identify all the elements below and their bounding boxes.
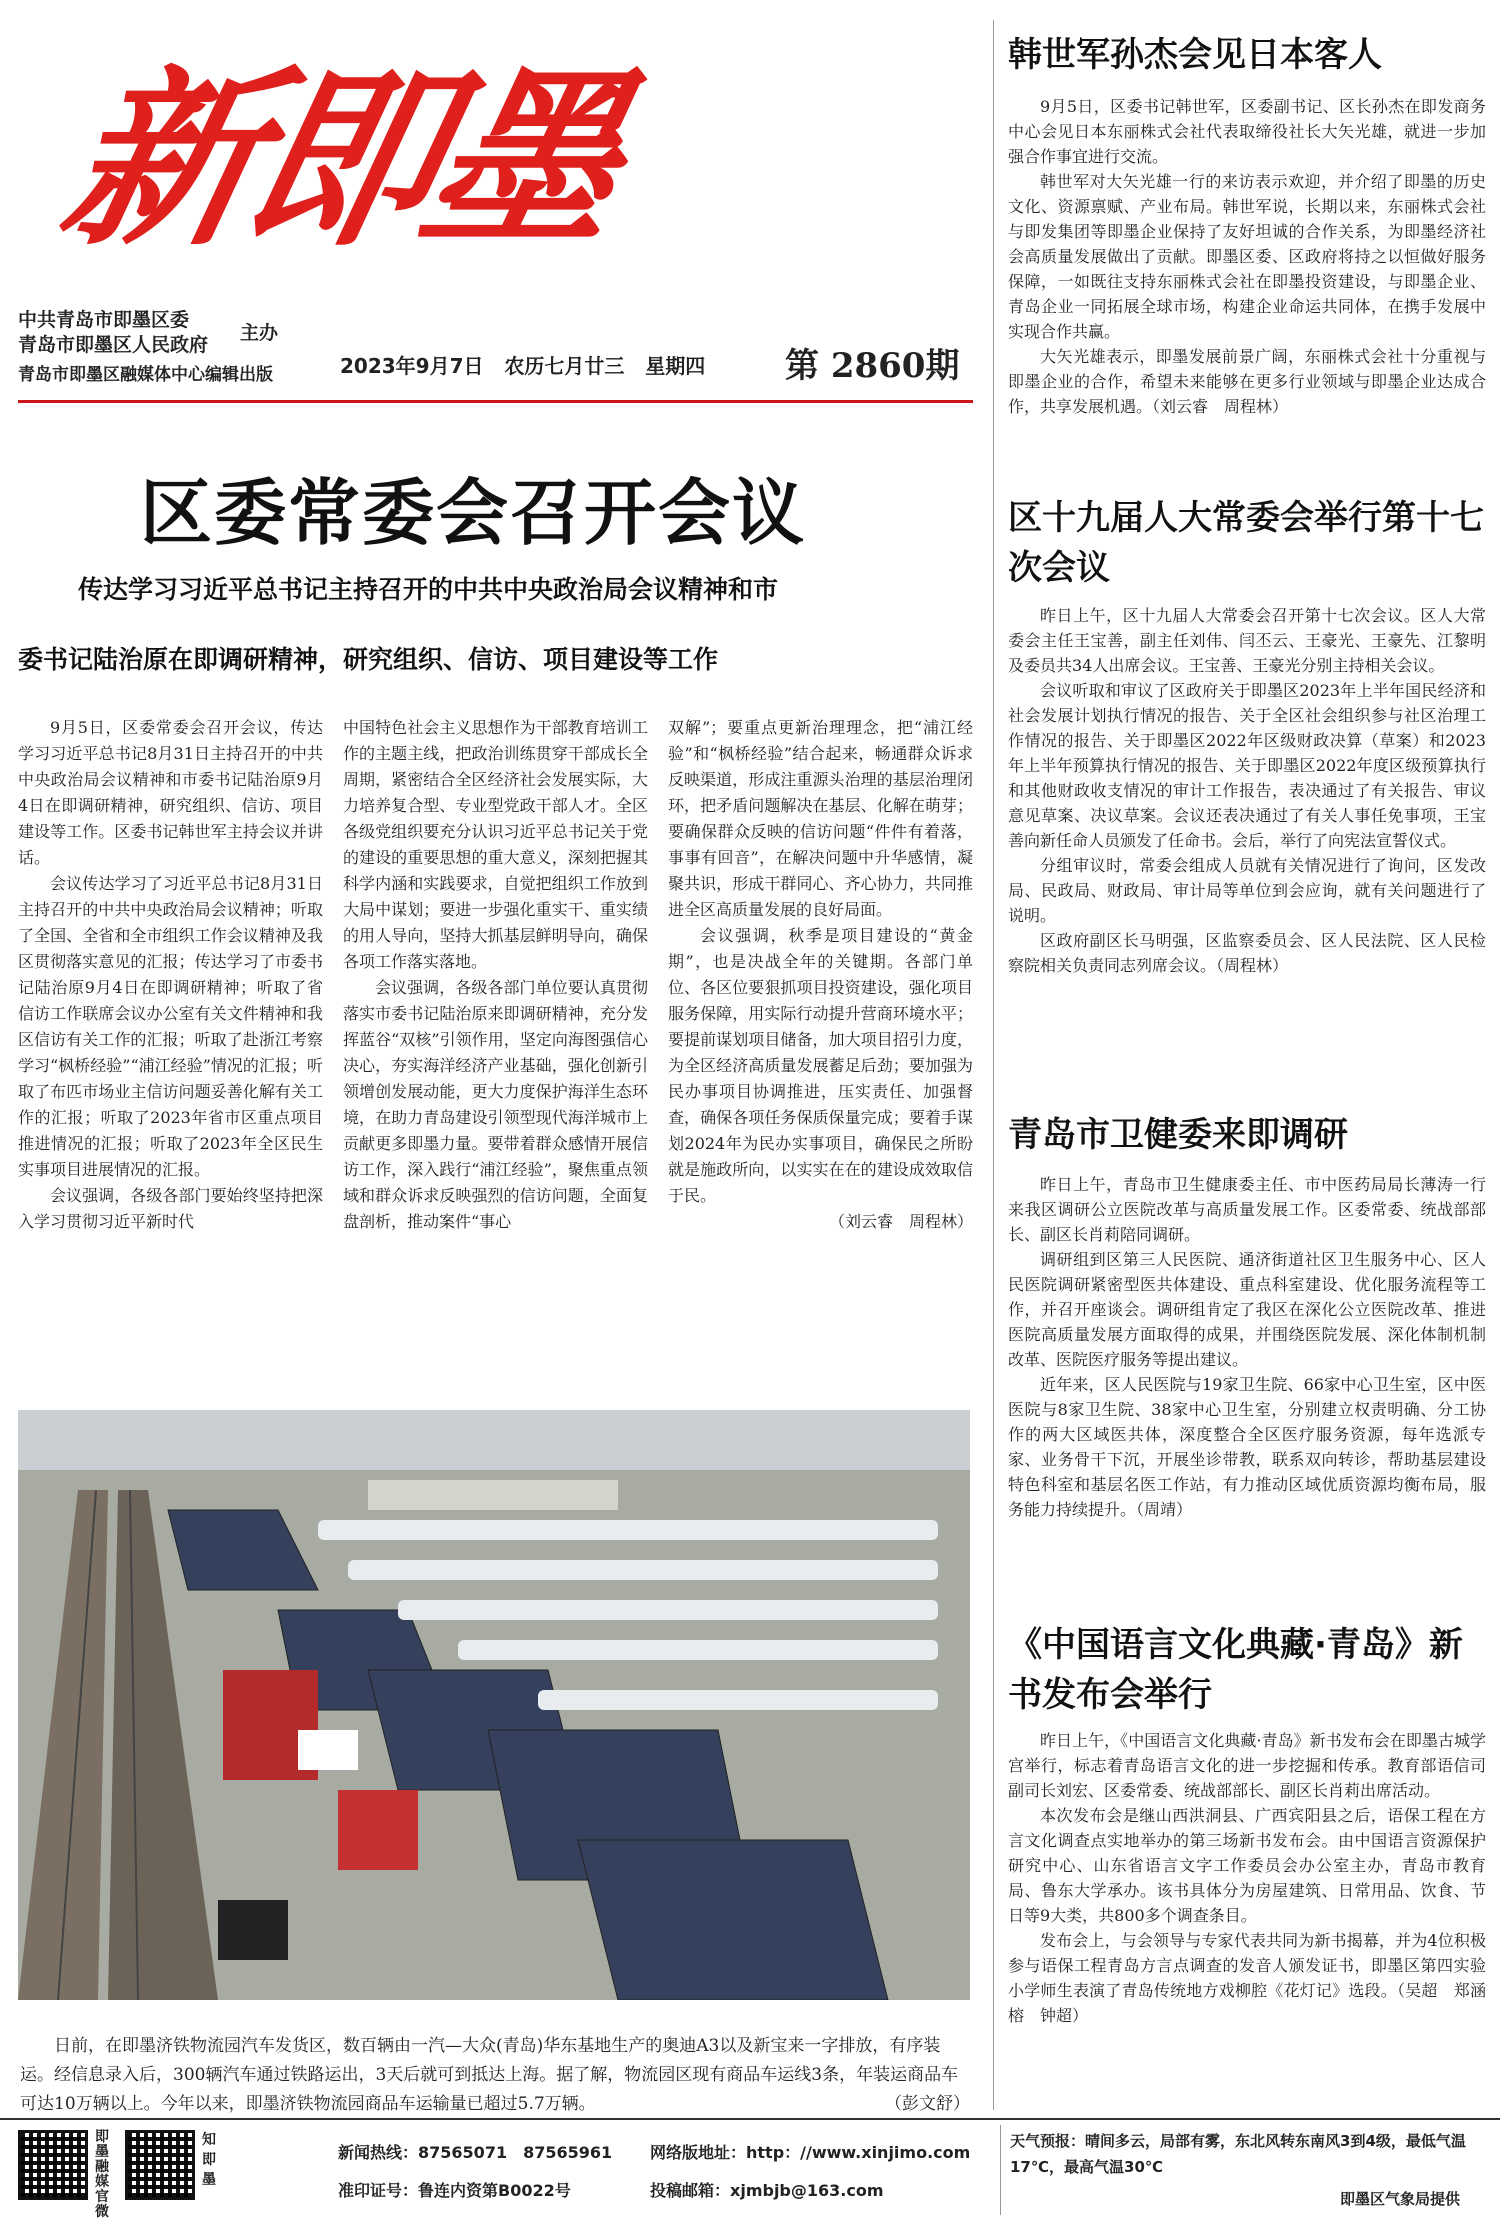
logo-text: 新即墨 (46, 48, 634, 271)
lead-subhead-2: 委书记陆治原在即调研精神，研究组织、信访、项目建设等工作 (18, 645, 719, 674)
email (650, 2178, 884, 2201)
article-headline: 韩世军孙杰会见日本客人 (1008, 35, 1382, 75)
hotline-label: 新闻热线： (338, 2143, 419, 2162)
paragraph: 区政府副区长马明强，区监察委员会、区人民法院、区人民检察院相关负责同志列席会议。（周程林） (1008, 931, 1486, 975)
qr1-label: 即墨融媒官微 (95, 2129, 109, 2220)
sponsor-line-1: 中共青岛市即墨区委 (18, 309, 190, 331)
weather-forecast: 天气预报：晴间多云，局部有雾，东北风转东南风3到4级，最低气温17℃，最高气温30℃ (1010, 2132, 1466, 2176)
lunar-date: 农历七月廿三 (504, 354, 625, 378)
date-bar (340, 350, 705, 379)
photo-caption (20, 2032, 970, 2119)
right-article-2 (1008, 493, 1486, 978)
paragraph: 调研组到区第三人民医院、通济街道社区卫生服务中心、区人民医院调研紧密型医共体建设、重点科室建设、优化服务流程等工作，并召开座谈会。调研组肯定了我区在深化公立医院改革、推进医院高质量发展方面取得的成果，并围绕医院发展、深化体制机制改革、医院医疗服务等提出建议。 (1008, 1250, 1486, 1369)
lead-column-1 (18, 715, 323, 1235)
news-photo (18, 1410, 970, 2000)
lead-byline: （刘云睿 周程林） (828, 1212, 973, 1231)
paragraph: 昨日上午，区十九届人大常委会召开第十七次会议。区人大常委会主任王宝善，副主任刘伟、闫丕云、王豪光、王豪先、江黎明及委员共34人出席会议。王宝善、王豪光分别主持相关会议。 (1008, 606, 1486, 675)
permit-value: 鲁连内资第B0022号 (418, 2181, 571, 2200)
caption-credit: （彭文舒） (885, 2094, 970, 2114)
paragraph: 会议听取和审议了区政府关于即墨区2023年上半年国民经济和社会发展计划执行情况的报告、关于全区社会组织参与社区治理工作情况的报告、关于即墨区2022年区级财政决算（草案）和2023年上半年预算执行情况的报告、关于即墨区2022年度区级预算执行和其他财政收支情况的审计工作报告，表决通过了有关报告、审议意见草案、决议草案。会议还表决通过了有关人事任免事项，王宝善向新任命人员颁发了任命书。会后，举行了向宪法宣誓仪式。 (1008, 681, 1486, 850)
paragraph: 分组审议时，常委会组成人员就有关情况进行了询问，区发改局、民政局、财政局、审计局等单位到会应询，就有关问题进行了说明。 (1008, 856, 1486, 925)
lead-subhead-1: 传达学习习近平总书记主持召开的中共中央政治局会议精神和市 (78, 575, 779, 604)
date: 2023年9月7日 (340, 354, 484, 378)
right-article-3 (1008, 1110, 1486, 1522)
weekday: 星期四 (645, 354, 706, 378)
lead-headline: 区委常委会召开会议 (140, 471, 807, 555)
paragraph: 中国特色社会主义思想作为干部教育培训工作的主题主线，把政治训练贯穿干部成长全周期，紧密结合全区经济社会发展实际，大力培养复合型、专业型党政干部人才。全区各级党组织要充分认识习近平总书记关于党的建设的重要思想的重大意义，深刻把握其科学内涵和实践要求，自觉把组织工作放到大局中谋划；要进一步强化重实干、重实绩的用人导向，坚持大抓基层鲜明导向，确保各项工作落实落地。 (343, 718, 648, 971)
paragraph: 9月5日，区委书记韩世军，区委副书记、区长孙杰在即发商务中心会见日本东丽株式会社代表取缔役社长大矢光雄，就进一步加强合作事宜进行交流。 (1008, 97, 1486, 166)
article-body (1008, 1172, 1486, 1522)
masthead-rule (18, 400, 973, 403)
paragraph: 会议强调，各级各部门要始终坚持把深入学习贯彻习近平新时代 (18, 1186, 323, 1231)
hotline-value: 87565071 87565961 (418, 2143, 613, 2162)
web-label: 网络版地址： (650, 2143, 747, 2162)
footer-divider (1000, 2125, 1001, 2215)
column-divider (993, 20, 994, 2110)
paragraph: 发布会上，与会领导与专家代表共同为新书揭幕，并为4位积极参与语保工程青岛方言点调查的发音人颁发证书，即墨区第四实验小学师生表演了青岛传统地方戏柳腔《花灯记》选段。（吴超 郑涵榕 钟超） (1008, 1931, 1486, 2025)
publisher: 青岛市即墨区融媒体中心编辑出版 (18, 365, 273, 385)
weather-source: 即墨区气象局提供 (1340, 2190, 1461, 2208)
photo-illustration (18, 1410, 970, 2000)
article-body (1008, 603, 1486, 978)
warehouse-roof (368, 1480, 618, 1510)
paragraph: 韩世军对大矢光雄一行的来访表示欢迎，并介绍了即墨的历史文化、资源禀赋、产业布局。韩世军说，长期以来，东丽株式会社与即发集团等即墨企业保持了友好坦诚的合作关系，为即墨经济社会高质量发展做出了贡献。即墨区委、区政府将持之以恒做好服务保障，一如既往支持东丽株式会社在即墨投资建设，与即墨企业、青岛企业一同拓展全球市场，构建企业命运共同体，在携手发展中实现合作共赢。 (1008, 172, 1486, 341)
email-link[interactable]: xjmbjb@163.com (730, 2181, 884, 2200)
photo-sky (18, 1410, 970, 1480)
lead-column-2 (343, 715, 648, 1235)
paragraph: 昨日上午，青岛市卫生健康委主任、市中医药局局长薄涛一行来我区调研公立医院改革与高质量发展工作。区委常委、统战部部长、副区长肖莉陪同调研。 (1008, 1175, 1486, 1244)
paragraph: 9月5日，区委常委会召开会议，传达学习习近平总书记8月31日主持召开的中共中央政治局会议精神和市委书记陆治原9月4日在即调研精神，研究组织、信访、项目建设等工作。区委书记韩世军主持会议并讲话。 (18, 718, 323, 867)
article-headline: 《中国语言文化典藏·青岛》新书发布会举行 (1008, 1625, 1463, 1715)
article-body (1008, 94, 1486, 419)
qr-code-1[interactable] (18, 2130, 88, 2200)
sponsor-role: 主办 (240, 322, 279, 344)
article-headline: 青岛市卫健委来即调研 (1008, 1115, 1348, 1155)
footer (0, 2120, 1500, 2220)
caption-text: 日前，在即墨济铁物流园汽车发货区，数百辆由一汽—大众(青岛)华东基地生产的奥迪A3以及新宝来一字排放，有序装运。经信息录入后，300辆汽车通过铁路运出，3天后就可到抵达上海。据了解，物流园区现有商品车运线3条，年装运商品车可达10万辆以上。今年以来，即墨济铁物流园商品车运输量已超过5.7万辆。 (20, 2036, 959, 2114)
permit-label: 准印证号： (338, 2181, 419, 2200)
web-address (650, 2140, 970, 2163)
right-article-4 (1008, 1620, 1486, 2028)
paragraph: 昨日上午，《中国语言文化典藏·青岛》新书发布会在即墨古城学宫举行，标志着青岛语言文化的进一步挖掘和传承。教育部语信司副司长刘宏、区委常委、统战部部长、副区长肖莉出席活动。 (1008, 1731, 1486, 1800)
issue-number: 第 2860期 (785, 346, 960, 386)
qr2-label: 知即墨 (202, 2132, 216, 2188)
hotline (338, 2140, 612, 2163)
email-label: 投稿邮箱： (650, 2181, 731, 2200)
permit (338, 2178, 571, 2201)
article-body (1008, 1728, 1486, 2028)
paragraph: 近年来，区人民医院与19家卫生院、66家中心卫生室，区中医医院与8家卫生院、38家中心卫生室，分别建立权责明确、分工协作的两大区域医共体，深度整合全区医疗服务资源，每年选派专家、业务骨干下沉，开展坐诊带教，联系双向转诊，帮助基层建设特色科室和基层名医工作站，有力推动区域优质资源均衡布局，服务能力持续提升。（周靖） (1008, 1375, 1486, 1519)
paragraph: 大矢光雄表示，即墨发展前景广阔，东丽株式会社十分重视与即墨企业的合作，希望未来能够在更多行业领域与即墨企业达成合作，共享发展机遇。（刘云睿 周程林） (1008, 347, 1486, 416)
paragraph: 本次发布会是继山西洪洞县、广西宾阳县之后，语保工程在方言文化调查点实地举办的第三场新书发布会。由中国语言资源保护研究中心、山东省语言文字工作委员会办公室主办，青岛市教育局、鲁东大学承办。该书具体分为房屋建筑、日常用品、饮食、节日等9大类，共800多个调查条目。 (1008, 1806, 1486, 1925)
paragraph: 会议传达学习了习近平总书记8月31日主持召开的中共中央政治局会议精神；听取了全国、全省和全市组织工作会议精神及我区贯彻落实意见的汇报；传达学习了市委书记陆治原9月4日在即调研精神；听取了省信访工作联席会议办公室有关文件精神和我区信访有关工作的汇报；听取了赴浙江考察学习“枫桥经验”“浦江经验”情况的汇报；听取了布匹市场业主信访问题妥善化解有关工作的汇报；听取了2023年省市区重点项目推进情况的汇报；听取了2023年全区民生实事项目进展情况的汇报。 (18, 874, 323, 1179)
qr-code-2[interactable] (125, 2130, 195, 2200)
masthead-logo (46, 20, 790, 300)
sponsor-line-2: 青岛市即墨区人民政府 (18, 334, 209, 356)
lead-column-3 (668, 715, 973, 1235)
paragraph: 会议强调，秋季是项目建设的“黄金期”，也是决战全年的关键期。各部门单位、各区位要狠抓项目投资建设，强化项目服务保障，用实际行动提升营商环境水平；要提前谋划项目储备，加大项目招引力度，为全区经济高质量发展蓄足后劲；要加强为民办事项目协调推进，压实责任、加强督查，确保各项任务保质保量完成；要着手谋划2024年为民办实事项目，确保民之所盼就是施政所向，以实实在在的建设成效取信于民。 (668, 926, 973, 1205)
right-article-1 (1008, 30, 1486, 419)
paragraph: 双解”；要重点更新治理理念，把“浦江经验”和“枫桥经验”结合起来，畅通群众诉求反映渠道，形成注重源头治理的基层治理闭环，把矛盾问题解决在基层、化解在萌芽；要确保群众反映的信访问题“件件有着落，事事有回音”，在解决问题中升华感情，凝聚共识，形成干群同心、齐心协力，共同推进全区高质量发展的良好局面。 (668, 718, 973, 919)
web-link[interactable]: http：//www.xinjimo.com (746, 2143, 971, 2162)
paragraph: 会议强调，各级各部门单位要认真贯彻落实市委书记陆治原来即调研精神，充分发挥蓝谷“双核”引领作用，坚定向海图强信心决心，夯实海洋经济产业基础，强化创新引领增创发展动能，更大力度保护海洋生态环境，在助力青岛建设引领型现代海洋城市上贡献更多即墨力量。要带着群众感情开展信访工作，深入践行“浦江经验”，聚焦重点领域和群众诉求反映强烈的信访问题，全面复盘剖析，推动案件“事心 (343, 978, 648, 1231)
article-headline: 区十九届人大常委会举行第十七次会议 (1008, 498, 1484, 588)
